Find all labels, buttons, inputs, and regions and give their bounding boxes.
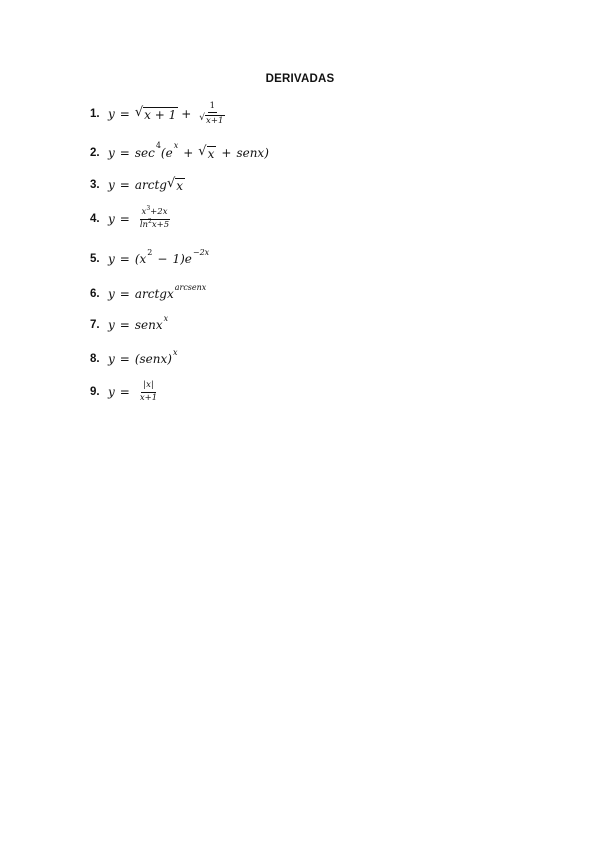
term: x <box>141 207 147 218</box>
base: (senx) <box>134 352 172 366</box>
equals-sign: = <box>119 252 130 266</box>
arctangent-function: arctg <box>134 177 167 192</box>
term: senx) <box>236 145 269 160</box>
fraction-denominator: x+1 <box>139 392 158 403</box>
square-root <box>198 145 216 161</box>
equation-formula <box>108 313 169 332</box>
fraction-numerator: |x| <box>141 381 156 392</box>
equation-number: 2. <box>90 147 100 159</box>
fraction-numerator: 1 <box>208 102 217 113</box>
equals-sign: = <box>119 318 130 332</box>
fraction-numerator <box>140 205 170 219</box>
radicand: x + 1 <box>144 107 177 122</box>
equals-sign: = <box>119 212 130 226</box>
radicand: x+1 <box>206 116 224 127</box>
equation-number: 8. <box>90 353 100 365</box>
radicand: x <box>176 178 184 193</box>
lhs-variable: y <box>108 318 115 332</box>
term: +2x <box>150 207 168 218</box>
square-root <box>199 114 225 126</box>
equation-3 <box>90 170 185 200</box>
fraction <box>138 381 159 403</box>
fraction-denominator <box>138 217 171 230</box>
square-root <box>135 106 178 122</box>
plus-sign: + <box>183 145 194 160</box>
equation-number: 1. <box>90 108 100 120</box>
equation-formula <box>108 102 230 127</box>
lhs-variable: y <box>108 385 115 399</box>
equation-7 <box>90 310 168 340</box>
secant-function: sec <box>134 145 155 160</box>
term: 1)e <box>172 252 192 266</box>
equation-8 <box>90 344 177 374</box>
term: ln <box>139 219 149 230</box>
equals-sign: = <box>119 385 130 399</box>
equals-sign: = <box>119 287 130 301</box>
equation-5 <box>90 244 209 274</box>
exponent: −2x <box>192 247 210 257</box>
base: arctgx <box>134 287 174 301</box>
equation-6 <box>90 279 206 309</box>
equation-number: 6. <box>90 288 100 300</box>
equation-formula <box>108 381 162 403</box>
term: x+5 <box>151 219 170 230</box>
equation-number: 4. <box>90 213 100 225</box>
equation-formula <box>108 177 185 193</box>
equation-formula <box>108 141 269 161</box>
exponent: 4 <box>155 141 161 151</box>
radical-sign: √ <box>134 104 144 120</box>
equation-number: 5. <box>90 253 100 265</box>
radicand: x <box>207 146 215 161</box>
radical-sign: √ <box>166 175 176 191</box>
exponent: arcsenx <box>174 282 207 292</box>
equals-sign: = <box>119 352 130 366</box>
term: (x <box>134 252 147 266</box>
equation-9 <box>90 377 162 407</box>
equation-formula <box>108 205 174 230</box>
lhs-variable: y <box>108 145 115 160</box>
fraction-denominator <box>197 113 227 126</box>
lhs-variable: y <box>108 352 115 366</box>
equation-4 <box>90 204 174 234</box>
exponent: 3 <box>146 205 151 213</box>
plus-sign: + <box>181 107 192 121</box>
plus-sign: + <box>221 145 232 160</box>
lhs-variable: y <box>108 107 115 121</box>
page-title: DERIVADAS <box>265 73 335 85</box>
square-root <box>167 177 185 193</box>
equation-number: 3. <box>90 179 100 191</box>
exponent: x <box>172 347 178 357</box>
equals-sign: = <box>119 107 130 121</box>
radical-sign: √ <box>199 113 206 124</box>
equation-2 <box>90 138 269 168</box>
lhs-variable: y <box>108 212 115 226</box>
equation-formula <box>108 347 178 366</box>
minus-sign: − <box>157 252 168 266</box>
fraction <box>197 102 227 127</box>
term: (e <box>160 145 173 160</box>
lhs-variable: y <box>108 287 115 301</box>
equation-number: 9. <box>90 386 100 398</box>
equals-sign: = <box>119 177 130 192</box>
equation-formula <box>108 247 210 266</box>
exponent: 2 <box>147 247 153 257</box>
lhs-variable: y <box>108 252 115 266</box>
equation-number: 7. <box>90 319 100 331</box>
exponent: 2 <box>148 217 152 225</box>
equation-1 <box>90 99 230 129</box>
exponent: x <box>163 313 169 323</box>
base: senx <box>134 318 163 332</box>
fraction <box>138 205 171 230</box>
radical-sign: √ <box>198 143 207 159</box>
lhs-variable: y <box>108 177 115 192</box>
exponent: x <box>173 141 179 151</box>
equation-formula <box>108 282 207 301</box>
equals-sign: = <box>119 145 130 160</box>
